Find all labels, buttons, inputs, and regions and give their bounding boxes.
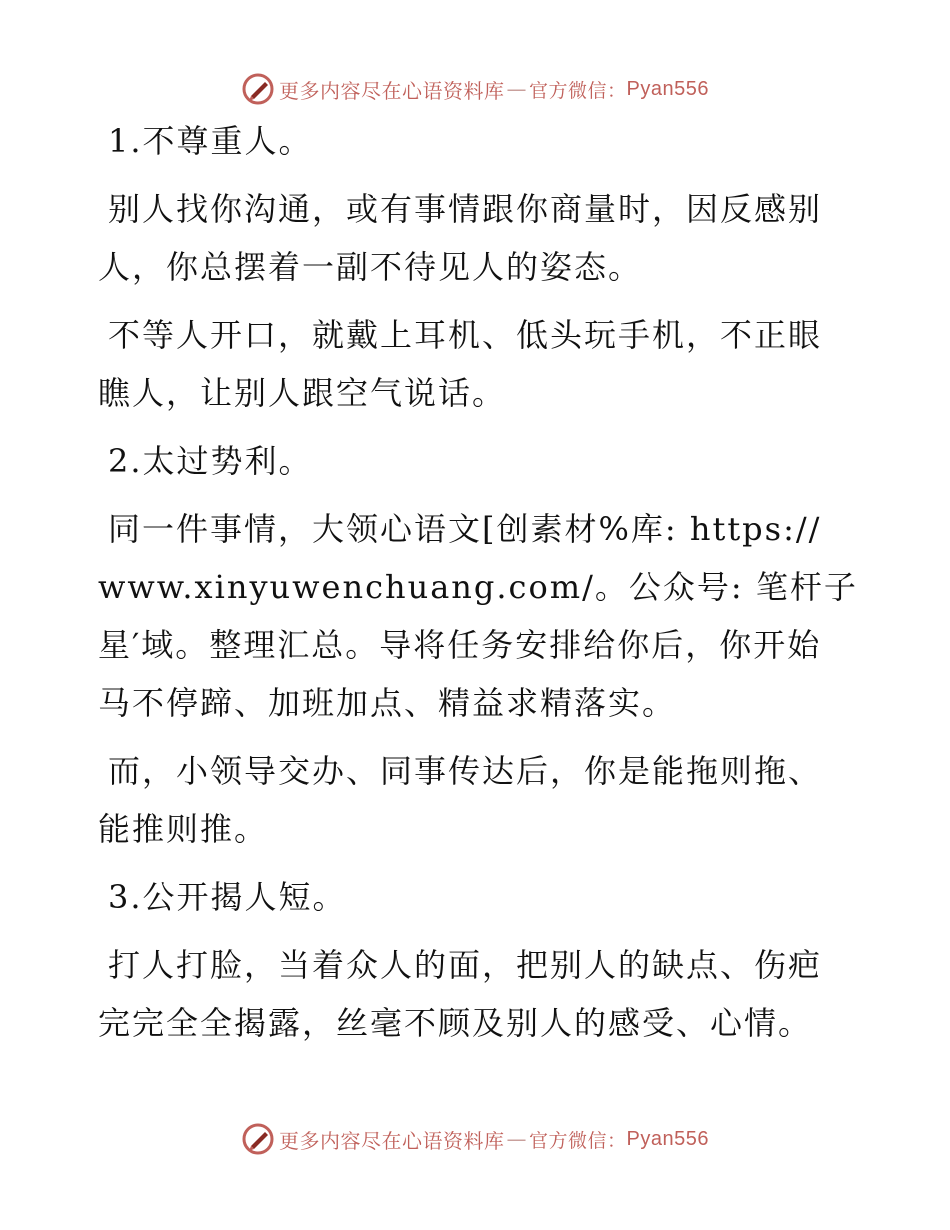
text-line: 同一件事情，大领心语文[创素材%库: https:// — [108, 510, 822, 548]
footer-watermark — [0, 1122, 950, 1156]
watermark-dash: — — [506, 77, 527, 101]
text-line: 人，你总摆着一副不待见人的姿态。 — [98, 248, 643, 286]
text-line: 打人打脸，当着众人的面，把别人的缺点、伤疤 — [108, 946, 823, 984]
paragraph — [98, 180, 838, 296]
text-line: 别人找你沟通，或有事情跟你商量时，因反感别 — [108, 190, 823, 228]
text-line: 2.太过势利。 — [108, 442, 313, 480]
header-watermark — [0, 72, 950, 106]
watermark-dash: — — [506, 1127, 527, 1151]
text-line: 马不停蹄、加班加点、精益求精落实。 — [98, 684, 677, 722]
watermark-main-text: 更多内容尽在心语资料库 — [279, 1128, 505, 1153]
pen-logo-icon — [241, 1122, 275, 1156]
paragraph — [98, 742, 838, 858]
text-line: 完完全全揭露，丝毫不顾及别人的感受、心情。 — [98, 1004, 813, 1042]
text-line: 1.不尊重人。 — [108, 122, 313, 160]
watermark-id: Pyan556 — [626, 77, 709, 100]
text-line: 能推则推。 — [98, 810, 269, 848]
text-line: 瞧人，让别人跟空气说话。 — [98, 374, 507, 412]
pen-logo-icon — [241, 72, 275, 106]
text-line: 而，小领导交办、同事传达后，你是能拖则拖、 — [108, 752, 823, 790]
text-line: 3.公开揭人短。 — [108, 878, 347, 916]
text-line: 不等人开口，就戴上耳机、低头玩手机，不正眼 — [108, 316, 823, 354]
watermark-id: Pyan556 — [626, 1127, 709, 1150]
watermark-main-text: 更多内容尽在心语资料库 — [279, 78, 505, 103]
watermark-label: 官方微信： — [529, 79, 627, 102]
watermark-label: 官方微信： — [529, 1129, 627, 1152]
text-line: www.xinyuwenchuang.com/。公众号: 笔杆子 — [98, 568, 858, 606]
paragraph — [98, 112, 838, 170]
document-body — [98, 112, 858, 1062]
paragraph — [98, 868, 838, 926]
paragraph — [98, 500, 858, 732]
paragraph — [98, 306, 838, 422]
paragraph — [98, 936, 838, 1052]
paragraph — [98, 432, 838, 490]
text-line: 星′域。整理汇总。导将任务安排给你后，你开始 — [98, 626, 822, 664]
